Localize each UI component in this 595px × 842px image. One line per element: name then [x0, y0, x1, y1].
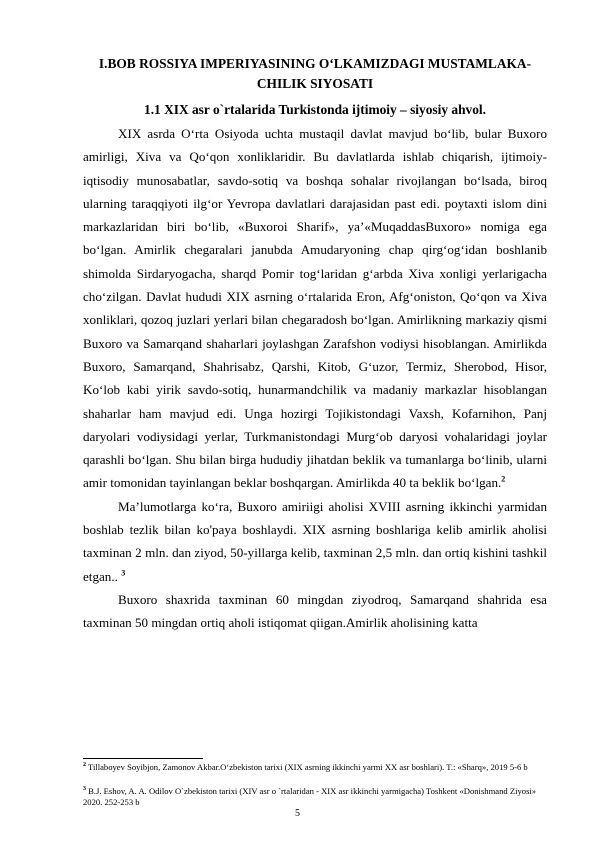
paragraph-1: [83, 122, 547, 495]
chapter-title: I.BOB ROSSIYA IMPERIYASINING O‘LKAMIZDAGI MUSTAMLAKA-CHILIK SIYOSATI: [98, 56, 532, 91]
footnote-number: 3: [83, 785, 86, 792]
footnote-divider: [83, 758, 203, 759]
paragraph-2: [83, 495, 547, 588]
footnotes: [83, 758, 547, 809]
footnote-ref[interactable]: 3: [121, 568, 126, 578]
footnote-item: [83, 762, 547, 774]
footnote-number: 2: [83, 762, 86, 769]
footnote-item: [83, 786, 547, 809]
page-number: 5: [295, 808, 300, 819]
paragraph-text: Buxoro shaxrida taxminan 60 mingdan ziyodroq, Samarqand shahrida esa taxminan 50 mingdan ortiq aholi istiqomat qiigan.Amirlik aholisining katta: [83, 591, 547, 631]
paragraph-text: Ma’lumotlarga ko‘ra, Buxoro amiriigi aholisi XVIII asrning ikkinchi yarmidan boshlab tezlik bilan ko'paya boshlaydi. XIX asrning boshlariga kelib amirlik aholisi taxminan 2 mln. dan ziyod, 50-yillarga kelib, taxminan 2,5 mln. dan ortiq kishini tashkil etgan..: [83, 498, 547, 584]
footnote-text: B.J. Eshov, A. A. Odilov O`zbekiston tarixi (XIV asr o `rtalaridan - XIX asr ikkinchi yarmigacha) Toshkent «Donishmand Ziyosi» 2020. 252-253 b: [83, 785, 537, 807]
footnote-text: Tillaboyev Soyibjon, Zamonov Akbar.O‘zbekiston tarixi (XIX asrning ikkinchi yarmi XX asr boshlari). T.: «Sharq», 2019 5-6 b: [86, 762, 528, 772]
paragraph-3: [83, 588, 547, 635]
footnote-ref[interactable]: 2: [501, 475, 506, 485]
footnote-spacer: [83, 774, 547, 786]
paragraph-text: XIX asrda O‘rta Osiyoda uchta mustaqil davlat mavjud bo‘lib, bular Buxoro amirligi, Xiva va Qo‘qon xonliklaridir. Bu davlatlarda ishlab chiqarish, ijtimoiy-iqtisodiy munosabatlar, savdo-sotiq va boshqa sohalar rivojlangan bo‘lsada, biroq ularning taraqqiyoti ilg‘or Yevropa davlatlari darajasidan past edi. poytaxti islom dini markazlaridan biri bo‘lib, «Buxoroi Sharif», ya’«MuqaddasBuxoro» nomiga ega bo‘lgan. Amirlik chegaralari janubda Amudaryoning chap qirg‘og‘idan boshlanib shimolda Sirdaryogacha, sharqd Pomir tog‘laridan g‘arbda Xiva xonligi yerlarigacha cho‘zilgan. Davlat hududi XIX asrning o‘rtalarida Eron, Afg‘oniston, Qo‘qon va Xiva xonliklari, qozoq juzlari yerlari bilan chegaradosh bo‘lgan. Amirlikning markaziy qismi Buxoro va Samarqand shaharlari joylashgan Zarafshon vodiysi hisoblangan. Amirlikda Buxoro, Samarqand, Shahrisabz, Qarshi, Kitob, G‘uzor, Termiz, Sherobod, Hisor, Ko‘lob kabi yirik savdo-sotiq, hunarmandchilik va madaniy markazlar hisoblangan shaharlar ham mavjud edi. Unga hozirgi Tojikistondagi Vaxsh, Kofarnihon, Panj daryolari vodiysidagi yerlar, Turkmanistondagi Murg‘ob daryosi vohalaridagi joylar qarashli bo‘lgan. Shu bilan birga hududiy jihatdan beklik va tumanlarga bo‘linib, ularni amir tomonidan tayinlangan beklar boshqargan. Amirlikda 40 ta beklik bo‘lgan.: [83, 126, 547, 491]
section-title: 1.1 XIX asr o`rtalarida Turkistonda ijtimoiy – siyosiy ahvol.: [144, 102, 486, 117]
page-body: [83, 54, 547, 635]
